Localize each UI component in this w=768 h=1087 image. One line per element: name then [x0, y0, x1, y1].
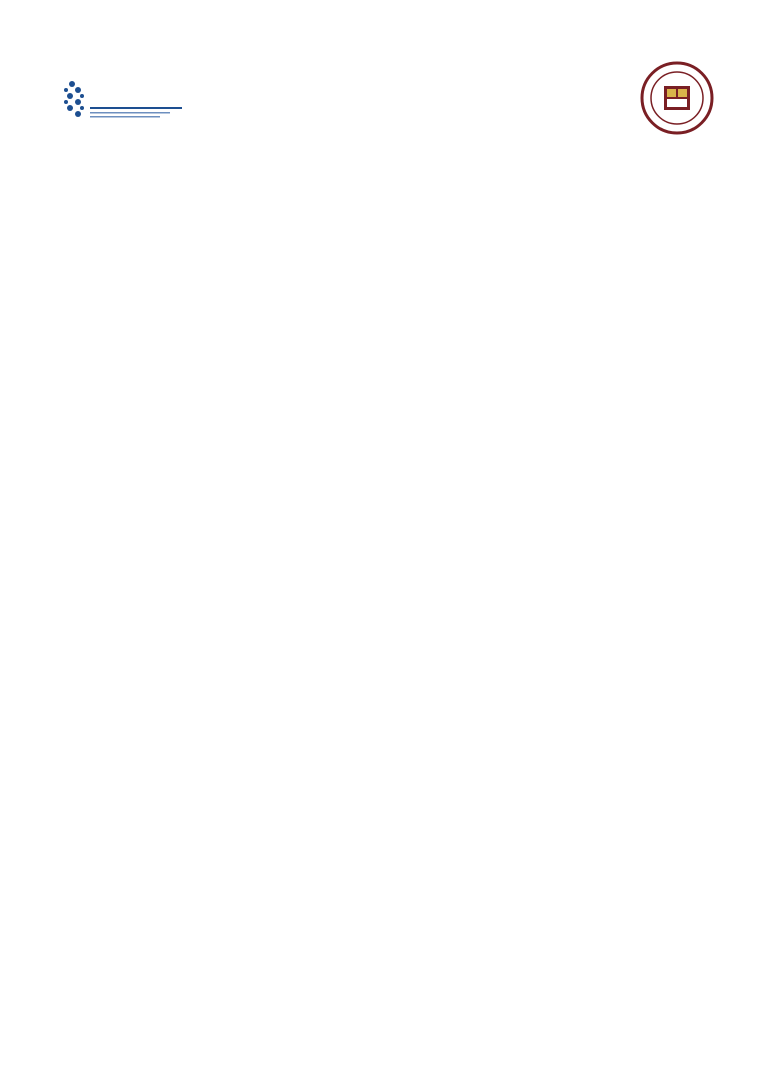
- senescyt-logo: [58, 72, 188, 130]
- poinsettia-border-left: [0, 0, 46, 1087]
- poinsettia-border-right: [722, 0, 768, 1087]
- poinsettia-border-bottom: [0, 1041, 768, 1087]
- unemi-seal-logo: [636, 60, 718, 144]
- poinsettia-border-top: [0, 0, 768, 46]
